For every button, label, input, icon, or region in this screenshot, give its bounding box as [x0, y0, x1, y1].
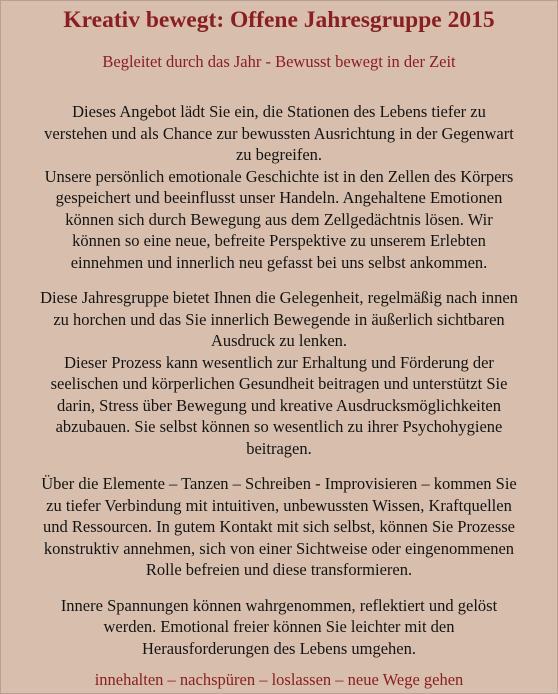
text-line: werden. Emotional freier können Sie leichter mit den: [103, 617, 455, 636]
text-line: Diese Jahresgruppe bietet Ihnen die Gelegenheit, regelmäßig nach innen: [40, 288, 518, 307]
text-line: Ausdruck zu lenken.: [210, 331, 348, 350]
text-line: und Ressourcen. In gutem Kontakt mit sich selbst, können Sie Prozesse: [42, 517, 515, 536]
paragraph-tensions: [13, 595, 545, 660]
text-line: zu begreifen.: [235, 145, 323, 164]
paragraph-intro: [13, 101, 545, 273]
text-line: Über die Elemente – Tanzen – Schreiben - Improvisieren – kommen Sie: [41, 474, 517, 493]
body-text: [1, 101, 557, 690]
text-line: Herausforderungen des Lebens umgehen.: [142, 638, 416, 658]
paragraph-group-offer: [13, 287, 545, 459]
text-line: Dieses Angebot lädt Sie ein, die Stationen des Lebens tiefer zu: [72, 102, 486, 121]
page-subtitle: Begleitet durch das Jahr - Bewusst bewegt in der Zeit: [102, 52, 456, 71]
text-line: Innere Spannungen können wahrgenommen, reflektiert und gelöst: [60, 595, 498, 615]
text-line: seelischen und körperlichen Gesundheit beitragen und unterstützt Sie: [50, 374, 508, 393]
paragraph-elements: [13, 473, 545, 581]
text-line: verstehen und als Chance zur bewussten Ausrichtung in der Gegenwart: [44, 123, 514, 143]
text-line: konstruktiv annehmen, sich von einer Sichtweise oder eingenommenen: [43, 538, 515, 558]
text-line: gespeichert und beeinflusst unser Handeln. Angehaltene Emotionen: [55, 188, 503, 207]
text-line: können sich durch Bewegung aus dem Zellgedächtnis lösen. Wir: [65, 209, 493, 229]
text-line: Unsere persönlich emotionale Geschichte ist in den Zellen des Körpers: [44, 166, 514, 186]
page-title: Kreativ bewegt: Offene Jahresgruppe 2015: [63, 7, 495, 33]
text-line: darin, Stress über Bewegung und kreative Ausdrucksmöglichkeiten: [56, 395, 502, 415]
text-line: abzubauen. Sie selbst können so wesentlich zu ihrer Psychohygiene: [55, 417, 503, 436]
text-line: Rolle befreien und diese transformieren.: [145, 560, 413, 579]
text-line: zu horchen und das Sie innerlich Bewegende in äußerlich sichtbaren: [53, 309, 505, 329]
text-line: Dieser Prozess kann wesentlich zur Erhaltung und Förderung der: [64, 352, 494, 372]
text-line: beitragen.: [246, 438, 312, 458]
text-line: einnehmen und innerlich neu gefasst bei uns selbst ankommen.: [70, 252, 488, 272]
text-line: können so eine neue, befreite Perspektive zu unserem Erlebten: [72, 231, 486, 250]
text-line: zu tiefer Verbindung mit intuitiven, unbewussten Wissen, Kraftquellen: [46, 495, 512, 515]
motto: innehalten – nachspüren – loslassen – neue Wege gehen: [94, 670, 464, 689]
